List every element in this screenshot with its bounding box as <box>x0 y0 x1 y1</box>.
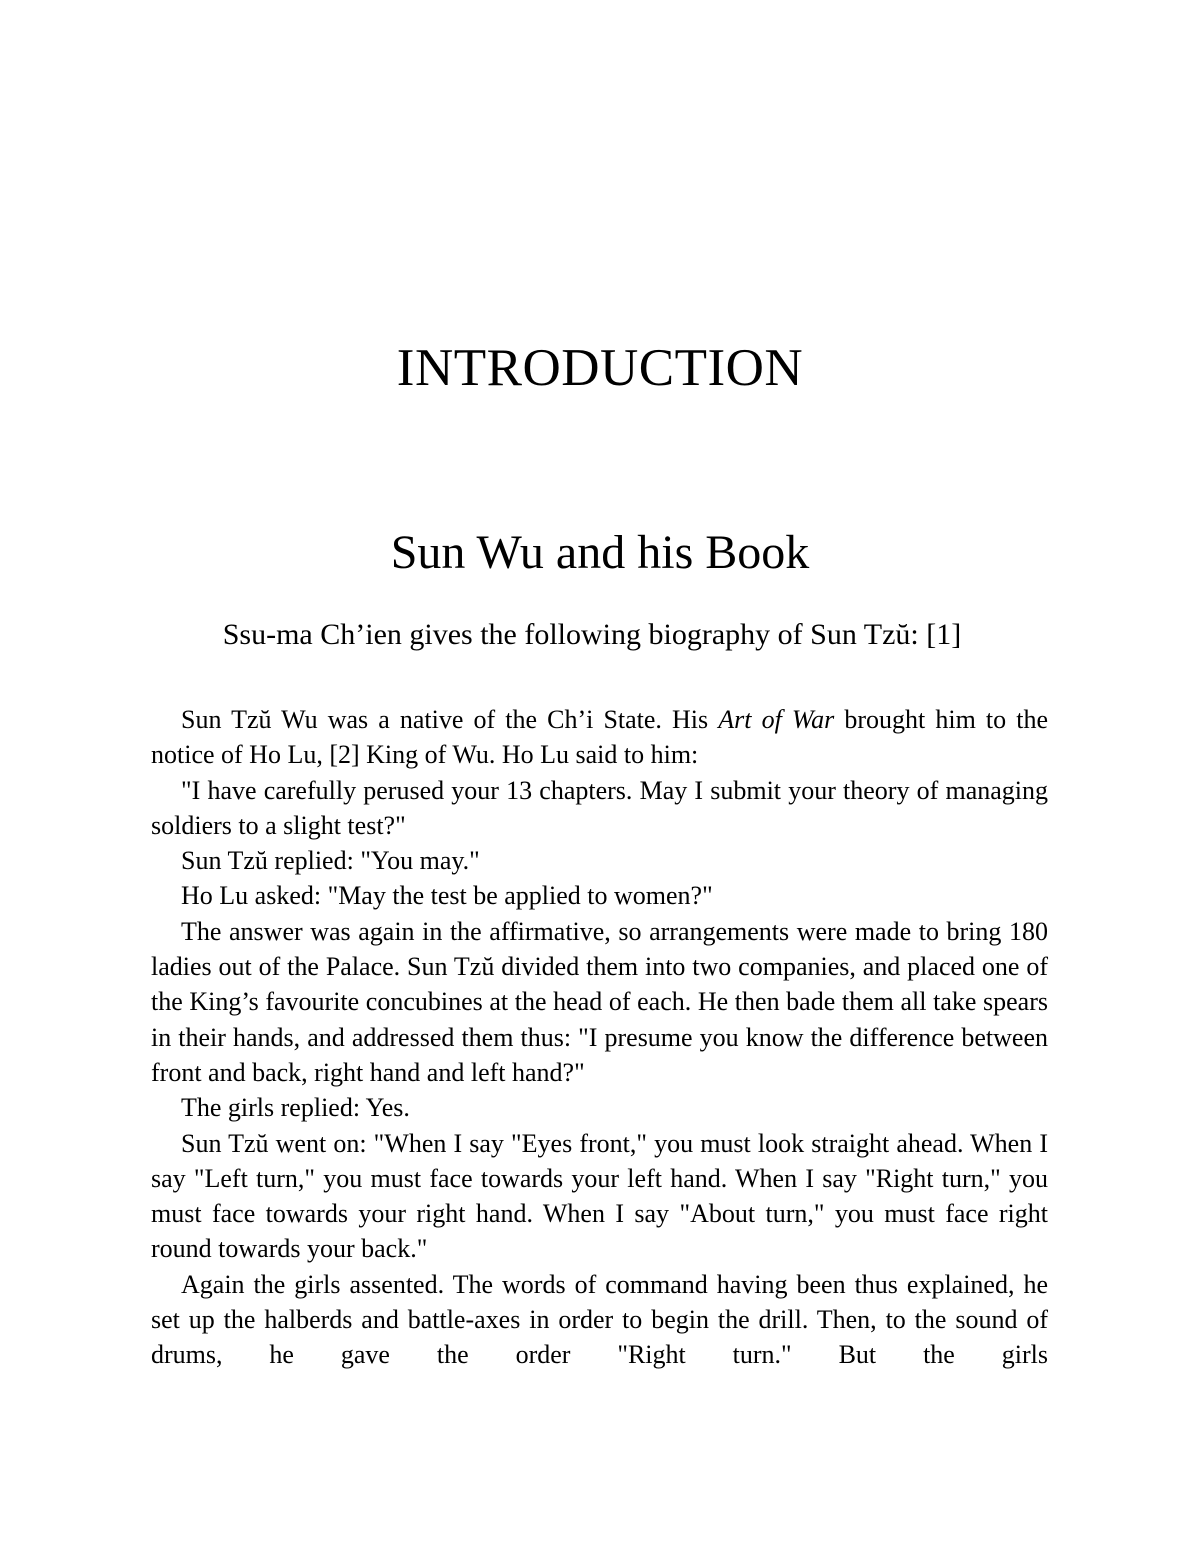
paragraph-8: Again the girls assented. The words of command having been thus explained, he set up the halberds and battle-axes in order to begin the drill. Then, to the sound of drums, he gave the order "Right turn." But the girls <box>151 1269 1048 1370</box>
paragraph-5: The answer was again in the affirmative, so arrangements were made to bring 180 ladies out of the Palace. Sun Tzŭ divided them into two companies, and placed one of the King’s favourite concubines at the head of each. He then bade them all take spears in their hands, and addressed them thus: "I presume you know the difference between front and back, right hand and left hand?" <box>151 916 1048 1087</box>
book-title-italic: Art of War <box>718 705 835 734</box>
paragraph-2: "I have carefully perused your 13 chapters. May I submit your theory of managing soldiers to a slight test?" <box>151 775 1048 840</box>
paragraph-6: The girls replied: Yes. <box>181 1093 410 1123</box>
body-text <box>151 702 1048 1373</box>
paragraph-7: Sun Tzŭ went on: "When I say "Eyes front," you must look straight ahead. When I say "Left turn," you must face towards your left hand. When I say "Right turn," you must face towards your right hand. When I say "About turn," you must face right round towards your back." <box>151 1128 1048 1264</box>
chapter-title: INTRODUCTION <box>396 339 804 397</box>
section-title: Sun Wu and his Book <box>390 526 810 579</box>
lead-paragraph: Ssu-ma Ch’ien gives the following biography of Sun Tzŭ: [1] <box>222 618 962 651</box>
paragraph-1 <box>151 702 1048 773</box>
paragraph-1-text-after: brought him to the notice of Ho Lu, [2] King of Wu. Ho Lu said to him: <box>151 705 1048 770</box>
paragraph-4: Ho Lu asked: "May the test be applied to women?" <box>181 881 713 911</box>
paragraph-1-text-before: Sun Tzŭ Wu was a native of the Ch’i State. His <box>181 705 719 734</box>
paragraph-3: Sun Tzŭ replied: "You may." <box>181 846 480 876</box>
